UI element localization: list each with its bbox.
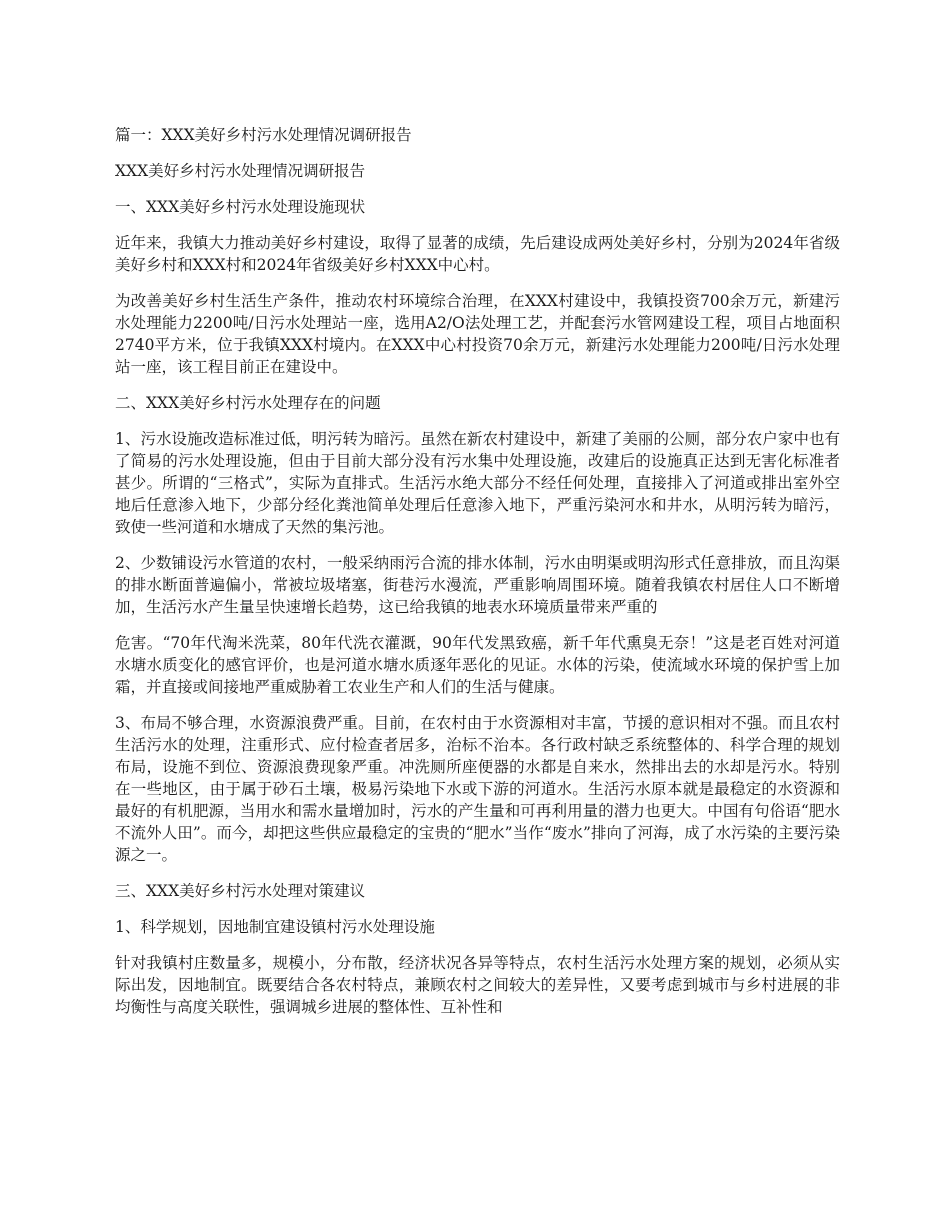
section-3-title: 三、XXX美好乡村污水处理对策建议 (115, 882, 366, 900)
section-3-subheading-1: 1、科学规划，因地制宜建设镇村污水处理设施 (115, 918, 435, 936)
section-2-paragraph-2: 2、少数铺设污水管道的农村，一般采纳雨污合流的排水体制，污水由明渠或明沟形式任意排放，而且沟渠的排水断面普遍偏小，常被垃圾堵塞，街巷污水漫流，严重影响周围环境。随着我镇农村居住人口不断增加，生活污水产生量呈快速增长趋势，这已给我镇的地表水环境质量带来严重的 (115, 554, 840, 616)
section-2-title: 二、XXX美好乡村污水处理存在的问题 (115, 394, 381, 412)
document-page (115, 124, 840, 1032)
section-2-paragraph-3: 危害。“70年代淘米洗菜，80年代洗衣灌溉，90年代发黑致癌，新千年代熏臭无奈！”这是老百姓对河道水塘水质变化的感官评价，也是河道水塘水质逐年恶化的见证。水体的污染，使流域水环境的保护雪上加霜，并直接或间接地严重威胁着工农业生产和人们的生活与健康。 (115, 634, 840, 696)
section-3-paragraph-1: 针对我镇村庄数量多，规模小，分布散，经济状况各异等特点，农村生活污水处理方案的规划，必须从实际出发，因地制宜。既要结合各农村特点，兼顾农村之间较大的差异性，又要考虑到城市与乡村进展的非均衡性与高度关联性，强调城乡进展的整体性、互补性和 (115, 954, 840, 1016)
section-1-title: 一、XXX美好乡村污水处理设施现状 (115, 198, 366, 216)
section-2-paragraph-1: 1、污水设施改造标准过低，明污转为暗污。虽然在新农村建设中，新建了美丽的公厕，部分农户家中也有了简易的污水处理设施，但由于目前大部分没有污水集中处理设施，改建后的设施真正达到无害化标准者甚少。所谓的“三格式”，实际为直排式。生活污水绝大部分不经任何处理，直接排入了河道或排出室外空地后任意渗入地下，少部分经化粪池简单处理后任意渗入地下，严重污染河水和井水，从明污转为暗污，致使一些河道和水塘成了天然的集污池。 (115, 430, 840, 536)
section-1-paragraph-2: 为改善美好乡村生活生产条件，推动农村环境综合治理，在XXX村建设中，我镇投资700余万元，新建污水处理能力2200吨/日污水处理站一座，选用A2/O法处理工艺，并配套污水管网建设工程，项目占地面积2740平方米，位于我镇XXX村境内。在XXX中心村投资70余万元，新建污水处理能力200吨/日污水处理站一座，该工程目前正在建设中。 (115, 292, 840, 376)
report-title: XXX美好乡村污水处理情况调研报告 (115, 162, 366, 180)
section-1-paragraph-1: 近年来，我镇大力推动美好乡村建设，取得了显著的成绩，先后建设成两处美好乡村，分别为2024年省级美好乡村和XXX村和2024年省级美好乡村XXX中心村。 (115, 234, 840, 274)
section-2-paragraph-4: 3、布局不够合理，水资源浪费严重。目前，在农村由于水资源相对丰富，节援的意识相对不强。而且农村生活污水的处理，注重形式、应付检查者居多，治标不治本。各行政村缺乏系统整体的、科学合理的规划布局，设施不到位、资源浪费现象严重。冲洗厕所座便器的水都是自来水，然排出去的水却是污水。特别在一些地区，由于属于砂石土壤，极易污染地下水或下游的河道水。生活污水原本就是最稳定的水资源和最好的有机肥源，当用水和需水量增加时，污水的产生量和可再利用量的潜力也更大。中国有句俗语“肥水不流外人田”。而今，却把这些供应最稳定的宝贵的“肥水”当作“废水”排向了河海，成了水污染的主要污染源之一。 (115, 714, 840, 864)
document-heading: 篇一：XXX美好乡村污水处理情况调研报告 (115, 126, 412, 144)
